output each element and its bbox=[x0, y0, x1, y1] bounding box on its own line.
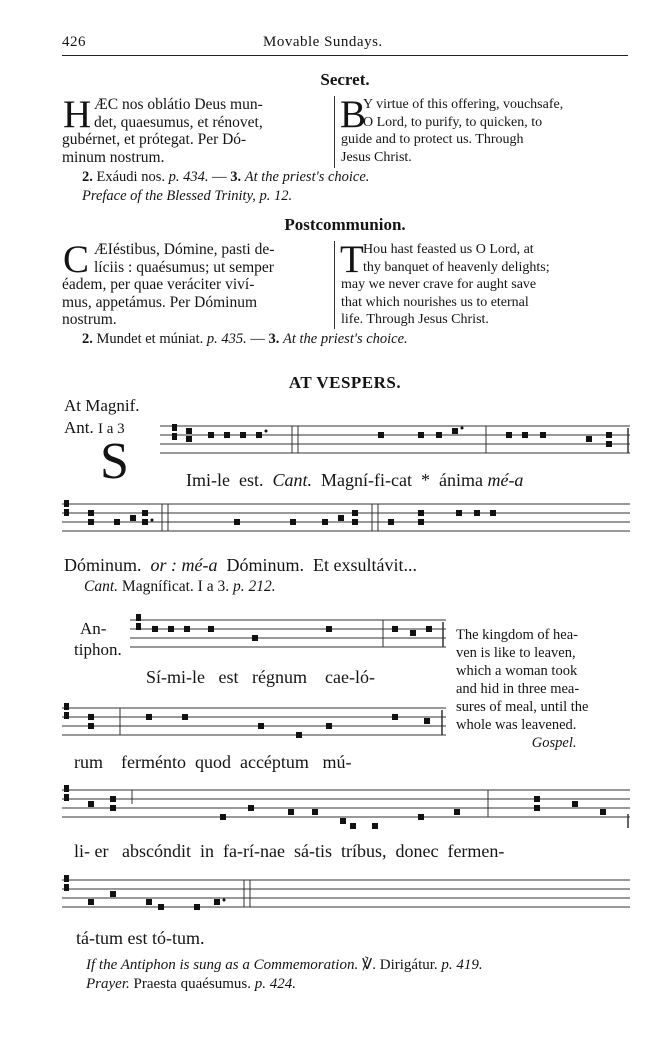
postcommunion-latin-line-1: ÆIéstibus, Dómine, pasti de- bbox=[94, 241, 275, 258]
postcommunion-english-line-3: may we never crave for aught save bbox=[341, 277, 537, 292]
translation-line-4: and hid in three mea- bbox=[456, 681, 580, 697]
secret-latin-line-2: det, quaesumus, et rénovet, bbox=[94, 113, 263, 131]
postcommunion-latin-line-4: mus, appetámus. Per Dóminum bbox=[62, 293, 258, 311]
chant-stave-6 bbox=[62, 872, 630, 916]
translation-source: Gospel. bbox=[531, 735, 577, 751]
postcommunion-english-line-4: that which nourishes us to eternal bbox=[341, 294, 529, 310]
antiphon-label-line1: An- bbox=[80, 619, 107, 638]
secret-column-divider bbox=[334, 96, 335, 168]
translation-line-5: sures of meal, until the bbox=[456, 699, 589, 715]
secret-latin-line-3: gubérnet, et prótegat. Per Dó- bbox=[62, 131, 247, 148]
antiphon-label-line2: tiphon. bbox=[74, 640, 122, 659]
secret-latin-initial: H bbox=[63, 93, 92, 136]
footer-prayer: Prayer. Praesta quaésumus. p. 424. bbox=[86, 976, 296, 992]
postcommunion-latin-text bbox=[62, 238, 330, 329]
postcommunion-latin-line-2: líciis : quaésumus; ut semper bbox=[94, 258, 274, 276]
lyrics-line-3: Sí-mi-le est régnum cae-ló- bbox=[146, 667, 375, 687]
antiphon-initial: S bbox=[100, 433, 129, 490]
postcommunion-english-line-1: Hou hast feasted us O Lord, at bbox=[363, 242, 534, 257]
vespers-title: AT VESPERS. bbox=[288, 373, 402, 392]
secret-english-text bbox=[340, 93, 629, 166]
running-title: Movable Sundays. bbox=[263, 34, 383, 50]
postcommunion-english-line-5: life. Through Jesus Christ. bbox=[341, 312, 489, 327]
chant-stave-4 bbox=[62, 700, 446, 744]
postcommunion-latin-initial: C bbox=[63, 238, 90, 281]
magnif-label-line1: At Magnif. bbox=[64, 396, 140, 415]
magnif-label-line2: Ant. I a 3 bbox=[64, 418, 125, 437]
secret-english-line-3: guide and to protect us. Through bbox=[341, 132, 524, 147]
footer-commemoration: If the Antiphon is sung as a Commemoration. ℣. Dirigátur. p. 419. bbox=[86, 957, 483, 973]
secret-latin-line-1: ÆC nos oblátio Deus mun- bbox=[94, 96, 263, 113]
secret-english-line-2: O Lord, to purify, to quicken, to bbox=[363, 114, 543, 130]
secret-note-2: Preface of the Blessed Trinity, p. 12. bbox=[82, 188, 293, 204]
secret-english-line-1: Y virtue of this offering, vouchsafe, bbox=[363, 97, 564, 112]
translation-line-2: ven is like to leaven, bbox=[456, 645, 576, 661]
secret-english-initial: B bbox=[340, 93, 367, 136]
postcommunion-latin-line-5: nostrum. bbox=[62, 311, 117, 328]
antiphon-translation bbox=[456, 626, 588, 752]
chant-stave-5 bbox=[62, 782, 630, 838]
postcommunion-note: 2. Mundet et múniat. p. 435. — 3. At the priest's choice. bbox=[82, 331, 408, 347]
lyrics-line-2: Dóminum. or : mé-a Dóminum. Et exsultávit... bbox=[64, 555, 417, 575]
chant-stave-2 bbox=[62, 496, 630, 540]
postcommunion-english-line-2: thy banquet of heavenly delights; bbox=[363, 259, 550, 275]
secret-latin-line-4: minum nostrum. bbox=[62, 148, 165, 166]
postcommunion-english-initial: T bbox=[340, 238, 364, 281]
chant-stave-1 bbox=[160, 418, 630, 460]
canticle-reference: Cant. Magníficat. I a 3. p. 212. bbox=[84, 578, 276, 595]
lyrics-line-6: tá-tum est tó-tum. bbox=[76, 928, 205, 948]
lyrics-line-1: Imi-le est. Cant. Magní-fi-cat * ánima mé-a bbox=[186, 470, 524, 490]
lyrics-line-4: rum ferménto quod accéptum mú- bbox=[74, 752, 352, 772]
secret-english-line-4: Jesus Christ. bbox=[341, 149, 412, 165]
postcommunion-column-divider bbox=[334, 241, 335, 329]
translation-line-3: which a woman took bbox=[456, 663, 578, 679]
secret-note-1: 2. Exáudi nos. p. 434. — 3. At the priest's choice. bbox=[82, 169, 370, 185]
lyrics-line-5: li- er abscóndit in fa-rí-nae sá-tis tríbus, donec fermen- bbox=[74, 841, 505, 861]
chant-stave-3 bbox=[130, 612, 446, 654]
page-number: 426 bbox=[62, 34, 86, 50]
secret-latin-text bbox=[62, 93, 330, 166]
secret-title: Secret. bbox=[320, 70, 370, 89]
translation-line-1: The kingdom of hea- bbox=[456, 627, 579, 643]
postcommunion-english-text bbox=[340, 238, 629, 329]
postcommunion-latin-line-3: éadem, per quae veráciter viví- bbox=[62, 276, 255, 293]
postcommunion-title: Postcommunion. bbox=[284, 215, 406, 234]
header-rule bbox=[62, 55, 628, 56]
translation-line-6: whole was leavened. bbox=[456, 717, 577, 733]
